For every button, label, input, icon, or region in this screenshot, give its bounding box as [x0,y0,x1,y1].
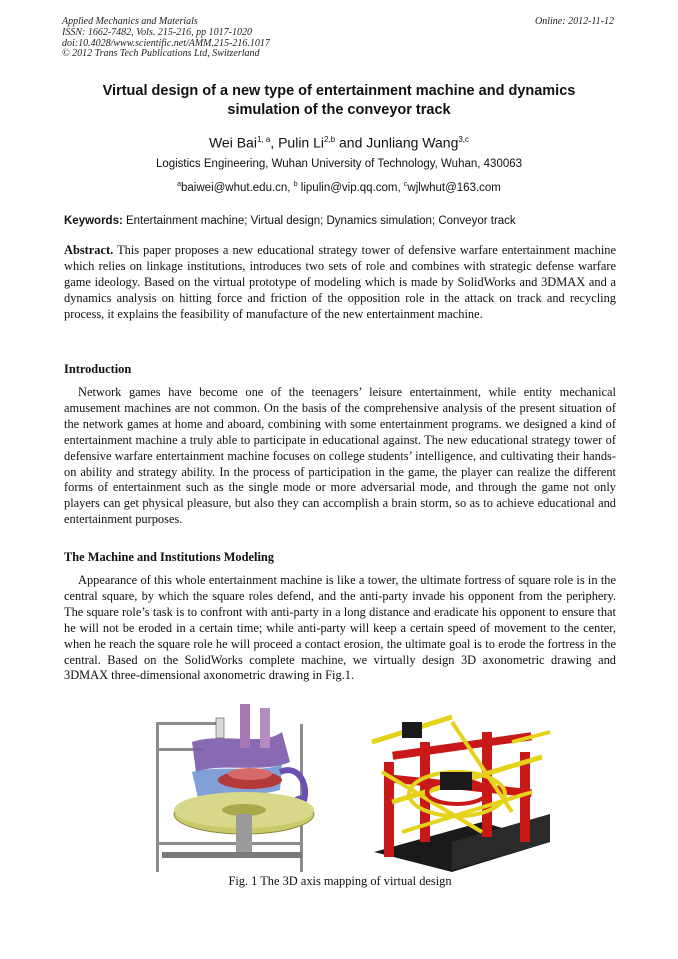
email-link[interactable]: baiwei@whut.edu.cn, [181,181,294,194]
author-affil-mark: 2,b [324,135,336,144]
keywords [64,214,616,229]
journal-issn: ISSN: 1662-7482, Vols. 215-216, pp 1017-1020 [62,26,252,38]
author-affil-mark: 3,c [458,135,470,144]
email-mark: b [293,181,298,188]
author-name: Pulin Li [278,134,324,151]
journal-copyright: © 2012 Trans Tech Publications Ltd, Switzerland [62,48,260,60]
email-link[interactable]: lipulin@vip.qq.com, [297,181,404,194]
abstract-label: Abstract. [64,243,114,257]
affiliation: Logistics Engineering, Wuhan University of Technology, Wuhan, 430063 [155,158,523,170]
abstract-text: This paper proposes a new educational strategy tower of defensive warfare entertainment machine which relies on linkage institutions, introduces two sets of role and combines with strategic defense warfare game ideology. Based on the virtual prototype of modeling which is made by SolidWorks and 3DMAX and a dynamics analysis on hitting force and friction of the opposition role in the attack on track and recycling process, it explains the feasibility of manufacture of the new entertainment machine. [64,243,616,321]
section-heading-introduction: Introduction [64,362,132,376]
keywords-text: Entertainment machine; Virtual design; Dynamics simulation; Conveyor track [122,215,516,227]
email-mark: a [177,181,182,188]
journal-name: Applied Mechanics and Materials [62,16,198,27]
author-name: Junliang Wang [366,134,459,151]
section-heading-modeling: The Machine and Institutions Modeling [64,550,274,564]
3dmax-model-image [362,710,552,872]
author-emails [60,177,618,196]
email-mark: c [403,181,408,188]
modeling-paragraph: Appearance of this whole entertainment machine is like a tower, the ultimate fortress of square role is in the central square, by which the square roles defend, and the anti-party invade his opponent from the periphery. The square role’s task is to confront with anti-party in a long distance and eradicate his opponent to ensure that he will not be eroded in a certain time; while anti-party will keep a certain speed of movement to the center, when he reach the square role he will proceed a contact erosion, the ultimate goal is to erode the fortress in the central. Based on the SolidWorks complete machine, we virtually design 3D axonometric drawing and 3DMAX three-dimensional axonometric drawing in Fig.1. [64,573,616,683]
introduction-paragraph: Network games have become one of the teenagers’ leisure entertainment, while entity mechanical amusement machines are not common. On the basis of the comprehensive analysis of the present situation of the network games at home and aboard, combining with some entertainment programs. we designed a kind of entertainment machine a truly able to participate in educational against. The new educational strategy tower of defensive warfare entertainment machine focuses on college students’ intelligence, and cultivating their hands-on ability and strategy ability. In the process of participation in the game, the player can realize the different forms of entertainment such as the single mode or more adversarial mode, and through the game not only players can get physical pleasure, but also they can accomplish a brain storm, so as to achieve educational and entertainment purposes. [64,385,616,527]
keywords-label: Keywords: [64,215,123,227]
paper-title [60,82,618,120]
author-separator: , [270,134,279,151]
title-line-1: Virtual design of a new type of entertainment machine and dynamics [102,83,576,99]
online-date: Online: 2012-11-12 [535,16,614,27]
journal-header [62,17,270,60]
abstract [64,243,616,323]
author-separator: and [335,134,367,151]
author-affil-mark: 1, a [256,135,271,144]
email-link[interactable]: wjlwhut@163.com [407,181,501,194]
author-name: Wei Bai [208,134,257,151]
title-line-2: simulation of the conveyor track [227,102,451,118]
author-list [60,131,618,152]
journal-doi[interactable]: doi:10.4028/www.scientific.net/AMM.215-216.1017 [62,37,270,49]
figure-caption: Fig. 1 The 3D axis mapping of virtual design [228,874,452,888]
figure-1-images [152,702,552,874]
solidworks-model-image [156,704,314,872]
